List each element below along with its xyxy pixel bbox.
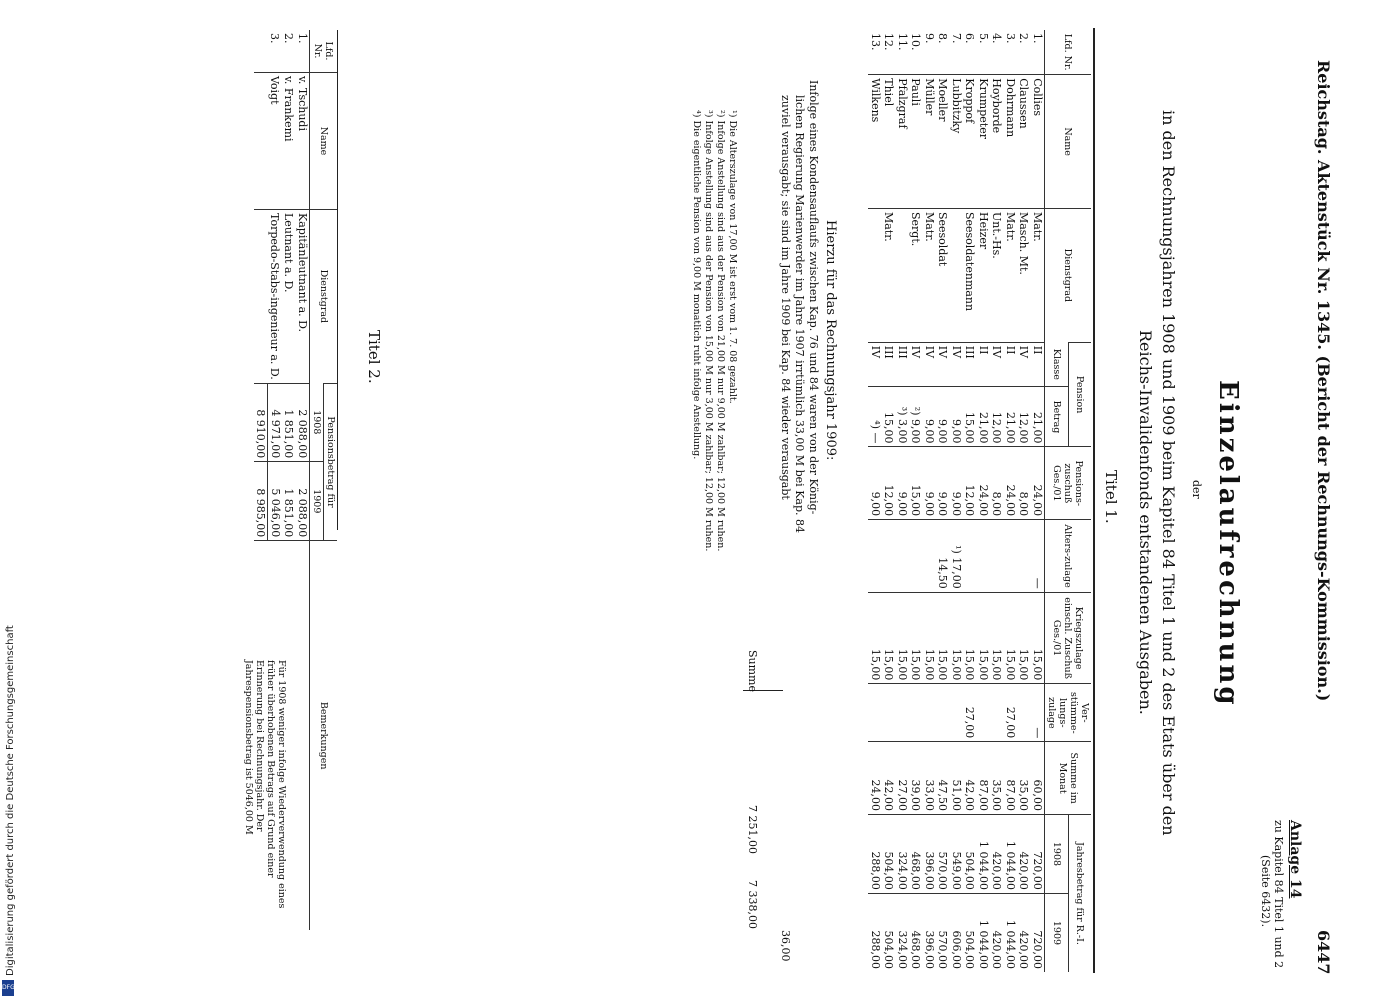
cell-grad: Heizer	[977, 208, 991, 342]
cell-kl: IV	[950, 342, 964, 387]
cell-name: Voigt	[268, 73, 282, 210]
cell-nr: 10.	[909, 33, 923, 51]
cell-az	[1004, 520, 1018, 593]
cell-grad	[950, 208, 964, 342]
table-row	[1004, 30, 1018, 972]
cell-empty	[254, 73, 268, 210]
cell-sum: 87,00	[977, 742, 991, 815]
cell-nr: 7.	[949, 33, 963, 44]
cell-grad: Matr.	[1031, 208, 1045, 342]
cell-j1908: 420,00	[990, 814, 1004, 893]
table-row	[882, 30, 896, 972]
cell-name: v. Tschudi	[296, 73, 310, 210]
cell-az	[990, 520, 1004, 593]
cell-az: ¹) 17,00	[950, 520, 964, 593]
cell-nr: 2.	[282, 33, 296, 44]
cell-kl: IV	[869, 342, 883, 387]
cell-kl: IV	[909, 342, 923, 387]
cell-name: Lubbitzky	[950, 75, 964, 209]
intro-line-2: Reichs-Invalidenfonds entstandenen Ausgaben.	[1136, 330, 1155, 715]
cell-j1908: 1 044,00	[977, 814, 991, 893]
table-row	[909, 30, 923, 972]
footnote: ⁴) Die eigentliche Pension von 9,00 M monatlich ruht infolge Anstellung.	[691, 110, 702, 460]
cell-betrag: 9,00	[923, 387, 937, 447]
cell-nr: 6.	[963, 33, 977, 44]
col-name: Name	[1045, 75, 1092, 209]
footnote: ¹) Die Alterszulage von 17,00 M ist erst vom 1. 7. 08 gezahlt.	[727, 110, 738, 404]
cell-kl: II	[977, 342, 991, 387]
cell-name: Pfalzgraf	[896, 75, 910, 209]
table-row	[936, 30, 950, 972]
cell-grad	[896, 208, 910, 342]
table-row	[896, 30, 910, 972]
cell-vz: 27,00	[1004, 684, 1018, 742]
cell-bemerkung	[296, 541, 310, 930]
cell-sum: 35,00	[1017, 742, 1031, 815]
cell-sum: 42,00	[963, 742, 977, 815]
cell-kz: 15,00	[869, 592, 883, 684]
titel1-heading: Titel 1.	[1102, 470, 1120, 524]
col-1908: 1908	[1045, 814, 1069, 893]
cell-nr: 3.	[1003, 33, 1017, 44]
cell-betrag: 21,00	[1004, 387, 1018, 447]
cell-sum: 24,00	[869, 742, 883, 815]
cell-grad: Torpedo-Stabs-ingenieur a. D.	[268, 210, 282, 384]
cell-kz: 15,00	[882, 592, 896, 684]
cell-betrag: 12,00	[990, 387, 1004, 447]
cell-name: Moeller	[936, 75, 950, 209]
col-jahresbetrag: Jahresbetrag für R.-I.	[1068, 814, 1091, 972]
table-row	[296, 30, 310, 930]
cell-betrag: 15,00	[882, 387, 896, 447]
cell-j1909: 288,00	[869, 893, 883, 972]
cell-kz: 15,00	[950, 592, 964, 684]
cell-j1909: 1 044,00	[977, 893, 991, 972]
cell-nr: 11.	[895, 33, 909, 51]
cell-name: Pauli	[909, 75, 923, 209]
cell-kz: 15,00	[990, 592, 1004, 684]
cell-nr: 13.	[868, 33, 882, 51]
col-kriegszulage: Kriegszulage einschl. Zuschuß Ges./01	[1045, 592, 1092, 684]
cell-vz	[950, 684, 964, 742]
cell-grad: Matr.	[923, 208, 937, 342]
cell-pz: 9,00	[950, 447, 964, 520]
col-dienstgrad: Dienstgrad	[1045, 208, 1092, 342]
cell-pz: 9,00	[896, 447, 910, 520]
cell-kz: 15,00	[909, 592, 923, 684]
cell-j1908: 720,00	[1031, 814, 1045, 893]
cell-sum: 60,00	[1031, 742, 1045, 815]
titel1-table	[869, 30, 1092, 972]
cell-j1909: 504,00	[963, 893, 977, 972]
cell-name: v. Frankemi	[282, 73, 296, 210]
cell-empty	[254, 30, 268, 73]
cell-j1909: 504,00	[882, 893, 896, 972]
table-row	[1031, 30, 1045, 972]
cell-vz: —	[1031, 684, 1045, 742]
cell-az	[869, 520, 883, 593]
cell-b1908: 2 088,00	[296, 383, 310, 462]
cell-sum: 87,00	[1004, 742, 1018, 815]
cell-j1909: 606,00	[950, 893, 964, 972]
cell-betrag: 12,00	[1017, 387, 1031, 447]
cell-kl: IV	[936, 342, 950, 387]
cell-nr: 4.	[990, 33, 1004, 44]
cell-sum: 8 985,00	[254, 462, 268, 541]
cell-vz: 27,00	[963, 684, 977, 742]
cell-j1908: 288,00	[869, 814, 883, 893]
cell-kz: 15,00	[896, 592, 910, 684]
cell-name: Krumpeter	[977, 75, 991, 209]
cell-j1908: 420,00	[1017, 814, 1031, 893]
cell-j1908: 1 044,00	[1004, 814, 1018, 893]
cell-az	[896, 520, 910, 593]
table-row	[923, 30, 937, 972]
footnote: ³) Infolge Anstellung sind aus der Pension von 15,00 M nur 3,00 M zahlbar; 12,00 M ruhen.	[703, 110, 714, 552]
cell-betrag: 21,00	[977, 387, 991, 447]
col-alterszulage: Alters-zulage	[1045, 520, 1092, 593]
footer-text: Digitalisierung gefördert durch die Deutsche Forschungsgemeinschaft	[5, 625, 16, 976]
t2-col-1909: 1909	[310, 462, 324, 541]
cell-pz: 12,00	[882, 447, 896, 520]
cell-kl: II	[1004, 342, 1018, 387]
table-row	[990, 30, 1004, 972]
cell-pz: 24,00	[1031, 447, 1045, 520]
page-number: 6447	[1314, 930, 1333, 975]
table-row	[1017, 30, 1031, 972]
cell-nr: 8.	[936, 33, 950, 44]
cell-vz	[909, 684, 923, 742]
col-betrag: Betrag	[1045, 387, 1069, 447]
hierzu-text-3: zuviel verausgabt; sie sind im Jahre 1909 bei Kap. 84 wieder verausgabt	[779, 95, 792, 500]
cell-betrag: ³) 3,00	[896, 387, 910, 447]
cell-grad: Kapitänleutnant a. D.	[296, 210, 310, 384]
bemerkung-text: Für 1908 weniger infolge Wiederverwendung eines früher überhobenen Betrags auf Grund einer Erinnerung bei Rechnungsjahr. Der Jahrespensionsbetrag ist 5046,00 M	[243, 660, 287, 909]
table-row	[977, 30, 991, 972]
t2-col-dienstgrad: Dienstgrad	[310, 210, 338, 384]
cell-empty	[254, 210, 268, 384]
footnotes	[690, 110, 738, 551]
anlage-label: Anlage 14	[1287, 820, 1303, 899]
summe-1909: 7 338,00	[746, 880, 759, 929]
cell-vz	[882, 684, 896, 742]
cell-pz: 9,00	[923, 447, 937, 520]
cell-az	[923, 520, 937, 593]
cell-grad: Unt.-Hs.	[990, 208, 1004, 342]
cell-kz: 15,00	[1017, 592, 1031, 684]
cell-nr: 2.	[1017, 33, 1031, 44]
cell-nr: 12.	[882, 33, 896, 51]
cell-kz: 15,00	[936, 592, 950, 684]
cell-az	[909, 520, 923, 593]
cell-kz: 15,00	[1004, 592, 1018, 684]
cell-j1909: 468,00	[909, 893, 923, 972]
col-nr: Lfd. Nr.	[1045, 30, 1092, 75]
cell-j1909: 420,00	[990, 893, 1004, 972]
cell-nr: 5.	[976, 33, 990, 44]
cell-pz: 24,00	[1004, 447, 1018, 520]
cell-j1909: 570,00	[936, 893, 950, 972]
cell-sum: 42,00	[882, 742, 896, 815]
cell-sum: 27,00	[896, 742, 910, 815]
cell-nr: 3.	[268, 33, 282, 44]
dfg-logo: DFG	[2, 980, 14, 996]
cell-betrag: 15,00	[963, 387, 977, 447]
cell-j1909: 720,00	[1031, 893, 1045, 972]
cell-kz: 15,00	[977, 592, 991, 684]
cell-pz: 24,00	[977, 447, 991, 520]
cell-vz	[869, 684, 883, 742]
cell-grad: Matr.	[1004, 208, 1018, 342]
cell-kl: III	[963, 342, 977, 387]
cell-b1909: 5 046,00	[268, 462, 282, 541]
cell-grad: Masch. Mt.	[1017, 208, 1031, 342]
cell-b1909: 2 088,00	[296, 462, 310, 541]
cell-name: Claussen	[1017, 75, 1031, 209]
cell-vz	[1017, 684, 1031, 742]
intro-line-1: in den Rechnungsjahren 1908 und 1909 beim Kapitel 84 Titel 1 und 2 des Etats über den	[1159, 110, 1178, 836]
cell-vz	[896, 684, 910, 742]
cell-grad	[869, 208, 883, 342]
titel2-top-rule	[337, 30, 338, 530]
cell-grad: Seesoldat	[936, 208, 950, 342]
cell-sum: 51,00	[950, 742, 964, 815]
col-pensionszuschuss: Pensions-zuschuß Ges./01	[1045, 447, 1092, 520]
cell-j1908: 549,00	[950, 814, 964, 893]
cell-sum: 8 910,00	[254, 383, 268, 462]
cell-pz: 8,00	[1017, 447, 1031, 520]
footnote: ²) Infolge Anstellung sind aus der Pension von 21,00 M nur 9,00 M zahlbar; 12,00 M ruhen.	[715, 110, 726, 552]
cell-betrag: ⁴) —	[869, 387, 883, 447]
cell-az	[977, 520, 991, 593]
cell-name: Wilkens	[869, 75, 883, 209]
cell-nr: 9.	[922, 33, 936, 44]
cell-az: 14,50	[936, 520, 950, 593]
cell-j1908: 396,00	[923, 814, 937, 893]
cell-kz: 15,00	[923, 592, 937, 684]
t2-col-bemerkungen: Bemerkungen	[310, 541, 338, 930]
hierzu-heading: Hierzu für das Rechnungsjahr 1909:	[823, 220, 838, 461]
cell-vz	[990, 684, 1004, 742]
summe-label: Summe	[746, 650, 759, 692]
cell-betrag: 9,00	[950, 387, 964, 447]
cell-kl: IV	[923, 342, 937, 387]
cell-j1908: 570,00	[936, 814, 950, 893]
cell-sum: 35,00	[990, 742, 1004, 815]
t2-col-name: Name	[310, 73, 338, 210]
running-header: Reichstag. Aktenstück Nr. 1345. (Bericht der Rechnungs-Kommission.)	[1314, 60, 1333, 702]
cell-kl: IV	[990, 342, 1004, 387]
col-klasse: Klasse	[1045, 342, 1069, 387]
t2-col-nr: Lfd. Nr.	[310, 30, 338, 73]
cell-grad: Sergt.	[909, 208, 923, 342]
hierzu-amount: 36,00	[779, 930, 792, 962]
t2-col-1908: 1908	[310, 383, 324, 462]
cell-sum: 47,50	[936, 742, 950, 815]
cell-kl: IV	[1017, 342, 1031, 387]
document-title: Einzelaufrechnung	[1213, 380, 1243, 708]
cell-pz: 8,00	[990, 447, 1004, 520]
cell-kl: III	[882, 342, 896, 387]
cell-name: Collies	[1031, 75, 1045, 209]
cell-b1908: 1 851,00	[282, 383, 296, 462]
cell-kz: 15,00	[1031, 592, 1045, 684]
cell-az	[963, 520, 977, 593]
cell-name: Hoyborde	[990, 75, 1004, 209]
cell-j1909: 396,00	[923, 893, 937, 972]
col-verstuemmelung: Ver-stümme-lungs-zulage	[1045, 684, 1092, 742]
cell-j1909: 1 044,00	[1004, 893, 1018, 972]
cell-betrag: ²) 9,00	[909, 387, 923, 447]
cell-grad: Leutnant a. D.	[282, 210, 296, 384]
cell-betrag: 21,00	[1031, 387, 1045, 447]
cell-kl: II	[1031, 342, 1045, 387]
cell-name: Kroppof	[963, 75, 977, 209]
anlage-sub2: (Seite 6432).	[1259, 855, 1272, 928]
anlage-sub1: zu Kapitel 84 Titel 1 und 2	[1272, 820, 1285, 969]
table-row	[950, 30, 964, 972]
cell-grad: Matr.	[882, 208, 896, 342]
cell-pz: 15,00	[909, 447, 923, 520]
cell-name: Müller	[923, 75, 937, 209]
cell-pz: 9,00	[869, 447, 883, 520]
titel2-heading: Titel 2.	[365, 330, 383, 384]
cell-vz	[977, 684, 991, 742]
cell-nr: 1.	[295, 33, 309, 44]
footer	[2, 596, 16, 996]
cell-b1909: 1 851,00	[282, 462, 296, 541]
hierzu-text-1: Infolge eines Kondensauflaufs zwischen Kap. 76 und 84 waren von der König-	[807, 80, 820, 515]
der-label: der	[1190, 480, 1203, 499]
table-row	[869, 30, 883, 972]
cell-j1908: 468,00	[909, 814, 923, 893]
cell-j1908: 504,00	[882, 814, 896, 893]
cell-kz: 15,00	[963, 592, 977, 684]
cell-j1909: 420,00	[1017, 893, 1031, 972]
cell-pz: 12,00	[963, 447, 977, 520]
cell-az	[1017, 520, 1031, 593]
cell-vz	[923, 684, 937, 742]
cell-sum: 33,00	[923, 742, 937, 815]
table-row	[963, 30, 977, 972]
summe-1908: 7 251,00	[746, 805, 759, 854]
titel1-top-rule	[1093, 28, 1095, 973]
col-pension: Pension	[1068, 342, 1091, 447]
cell-betrag: 9,00	[936, 387, 950, 447]
cell-az	[882, 520, 896, 593]
cell-name: Thiel	[882, 75, 896, 209]
cell-nr: 1.	[1030, 33, 1044, 44]
cell-vz	[936, 684, 950, 742]
titel1-rows	[869, 30, 1045, 972]
t2-col-betrag: Pensionsbetrag für	[324, 383, 338, 541]
cell-pz: 9,00	[936, 447, 950, 520]
cell-grad: Seesoldatenmann	[963, 208, 977, 342]
cell-j1908: 504,00	[963, 814, 977, 893]
cell-b1908: 4 971,00	[268, 383, 282, 462]
hierzu-text-2: lichen Regierung Marienwerder im Jahre 1907 irrtümlich 33,00 M bei Kap. 84	[793, 95, 806, 534]
cell-kl: III	[896, 342, 910, 387]
cell-az: —	[1031, 520, 1045, 593]
col-summe: Summe im Monat	[1045, 742, 1092, 815]
cell-name: Dohrmann	[1004, 75, 1018, 209]
cell-j1908: 324,00	[896, 814, 910, 893]
cell-sum: 39,00	[909, 742, 923, 815]
col-1909: 1909	[1045, 893, 1069, 972]
cell-j1909: 324,00	[896, 893, 910, 972]
